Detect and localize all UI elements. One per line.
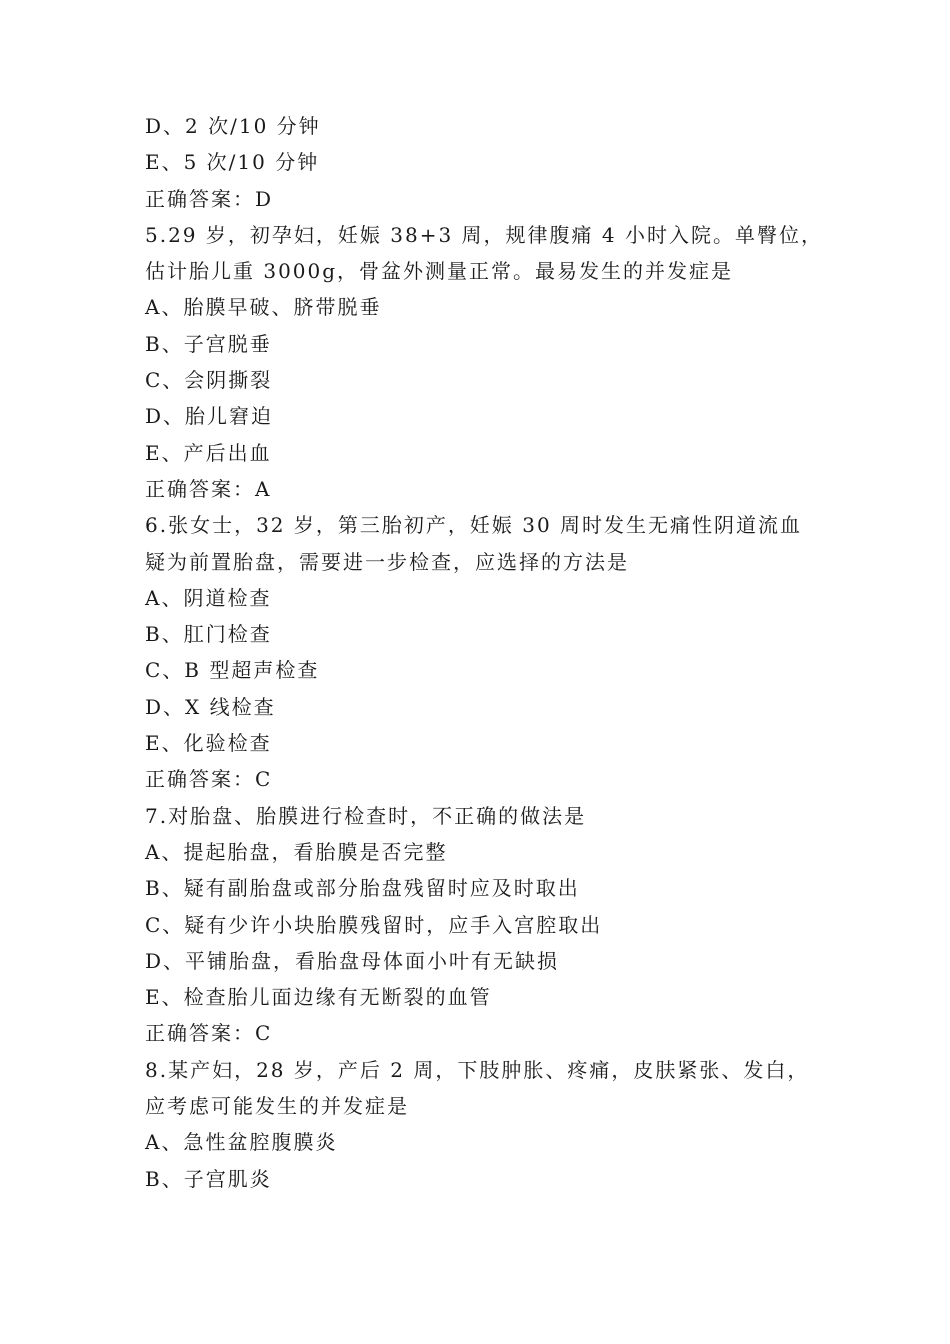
option-line: D、2 次/10 分钟	[145, 114, 321, 138]
option-line: E、产后出血	[145, 440, 272, 465]
question-line: 8.某产妇，28 岁，产后 2 周，下肢肿胀、疼痛，皮肤紧张、发白，	[145, 1057, 810, 1082]
option-line: E、检查胎儿面边缘有无断裂的血管	[145, 985, 492, 1010]
option-line: A、阴道检查	[145, 585, 272, 610]
option-line: C、会阴撕裂	[145, 368, 273, 393]
option-line: E、化验检查	[145, 731, 272, 756]
question-line: 应考虑可能发生的并发症是	[145, 1094, 409, 1119]
option-line: B、子宫脱垂	[145, 331, 272, 356]
question-line: 疑为前置胎盘，需要进一步检查，应选择的方法是	[145, 549, 629, 574]
question-line: 估计胎儿重 3000g，骨盆外测量正常。最易发生的并发症是	[145, 259, 734, 284]
question-line: 6.张女士，32 岁，第三胎初产，妊娠 30 周时发生无痛性阴道流血	[145, 513, 803, 538]
option-line: D、平铺胎盘，看胎盘母体面小叶有无缺损	[145, 948, 560, 973]
option-line: C、B 型超声检查	[145, 658, 320, 683]
option-line: B、子宫肌炎	[145, 1166, 272, 1191]
question-line: 7.对胎盘、胎膜进行检查时，不正确的做法是	[145, 803, 587, 828]
option-line: E、5 次/10 分钟	[145, 150, 320, 175]
document-body	[145, 108, 825, 1197]
option-line: D、胎儿窘迫	[145, 404, 274, 429]
option-line: B、肛门检查	[145, 622, 272, 647]
answer-line: 正确答案：D	[145, 186, 274, 211]
answer-line: 正确答案：C	[145, 767, 273, 792]
answer-line: 正确答案：C	[145, 1021, 273, 1046]
option-line: C、疑有少许小块胎膜残留时，应手入宫腔取出	[145, 912, 603, 937]
option-line: A、急性盆腔腹膜炎	[145, 1130, 338, 1155]
answer-line: 正确答案：A	[145, 476, 272, 501]
option-line: D、X 线检查	[145, 694, 276, 719]
option-line: A、胎膜早破、脐带脱垂	[145, 295, 382, 320]
option-line: A、提起胎盘，看胎膜是否完整	[145, 839, 448, 864]
question-line: 5.29 岁，初孕妇，妊娠 38+3 周，规律腹痛 4 小时入院。单臀位，	[145, 222, 823, 247]
option-line: B、疑有副胎盘或部分胎盘残留时应及时取出	[145, 876, 580, 901]
